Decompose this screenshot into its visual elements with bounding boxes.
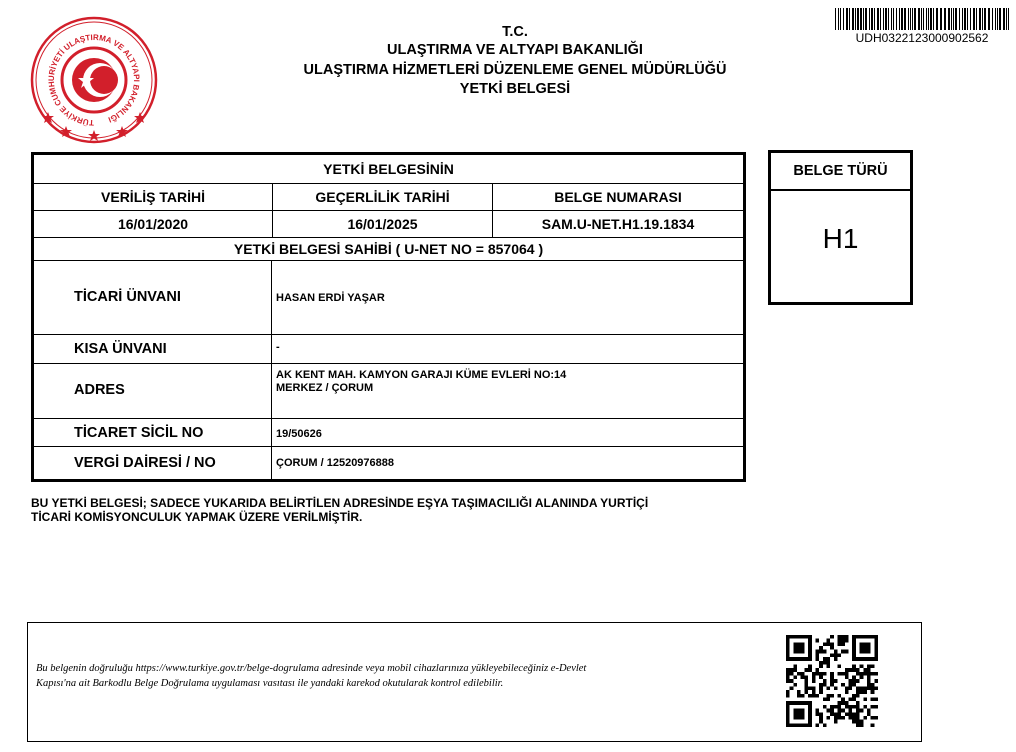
tax-office-label: VERGİ DAİRESİ / NO bbox=[74, 455, 216, 471]
qr-code-icon[interactable] bbox=[786, 635, 878, 727]
address-label: ADRES bbox=[74, 382, 125, 398]
authorization-table bbox=[31, 152, 746, 482]
table-row bbox=[34, 418, 743, 446]
ministry-seal-logo bbox=[28, 16, 160, 144]
trade-name-label: TİCARİ ÜNVANI bbox=[74, 289, 181, 305]
owner-title-row bbox=[34, 237, 743, 260]
barcode-image bbox=[835, 8, 1011, 30]
table-row bbox=[34, 334, 743, 363]
header-tc: T.C. bbox=[502, 24, 528, 40]
issue-date-value: 16/01/2020 bbox=[117, 216, 189, 232]
header-ministry: ULAŞTIRMA VE ALTYAPI BAKANLIĞI bbox=[387, 42, 643, 58]
svg-text:TÜRKİYE CUMHURİYETİ ULAŞTIRMA: TÜRKİYE CUMHURİYETİ ULAŞTIRMA VE ALTYAPI BAKANLIĞI bbox=[46, 32, 142, 128]
table-row bbox=[34, 260, 743, 334]
authorization-note bbox=[31, 496, 751, 524]
cert-number-value: SAM.U-NET.H1.19.1834 bbox=[492, 211, 743, 237]
owner-title: YETKİ BELGESİ SAHİBİ ( U-NET NO = 857064 ) bbox=[233, 241, 544, 257]
valid-date-label: GEÇERLİLİK TARİHİ bbox=[272, 184, 492, 210]
header-document-title: YETKİ BELGESİ bbox=[459, 81, 571, 97]
date-value-row bbox=[34, 210, 743, 237]
date-header-row bbox=[34, 183, 743, 210]
trade-registry-value: 19/50626 bbox=[276, 428, 322, 440]
note-line-1: BU YETKİ BELGESİ; SADECE YUKARIDA BELİRTİLEN ADRESİNDE EŞYA TAŞIMACILIĞI ALANINDA YURTİÇİ bbox=[31, 496, 649, 510]
tax-office-value: ÇORUM / 12520976888 bbox=[276, 457, 395, 469]
table-row bbox=[34, 363, 743, 418]
trade-registry-label: TİCARET SİCİL NO bbox=[74, 425, 204, 441]
certificate-type-label: BELGE TÜRÜ bbox=[771, 153, 910, 191]
verification-text bbox=[36, 661, 736, 691]
header-directorate: ULAŞTIRMA HİZMETLERİ DÜZENLEME GENEL MÜDÜRLÜĞÜ bbox=[303, 62, 727, 78]
address-value-line1: AK KENT MAH. KAMYON GARAJI KÜME EVLERİ NO:14 bbox=[276, 369, 567, 381]
certificate-type-box bbox=[768, 150, 913, 305]
short-name-label: KISA ÜNVANI bbox=[74, 341, 167, 357]
address-value-line2: MERKEZ / ÇORUM bbox=[276, 382, 374, 394]
verification-line-2: Kapısı'na ait Barkodlu Belge Doğrulama uygulaması vasıtası ile yandaki karekod okutularak kontrol edilebilir. bbox=[36, 678, 504, 689]
valid-date-value: 16/01/2025 bbox=[272, 211, 492, 237]
table-title-row bbox=[34, 155, 743, 183]
issue-date-label: VERİLİŞ TARİHİ bbox=[101, 189, 205, 205]
note-line-2: TİCARİ KOMİSYONCULUK YAPMAK ÜZERE VERİLMİŞTİR. bbox=[31, 510, 363, 524]
trade-name-value: HASAN ERDİ YAŞAR bbox=[276, 292, 385, 304]
verification-box bbox=[27, 622, 922, 742]
verification-line-1: Bu belgenin doğruluğu https://www.turkiye.gov.tr/belge-dogrulama adresinde veya mobil cihazlarınıza yükleyebileceğiniz e-Devlet bbox=[36, 663, 587, 674]
barcode-number: UDH0322123000902562 bbox=[855, 31, 989, 45]
table-row bbox=[34, 446, 743, 479]
short-name-value: - bbox=[276, 341, 280, 353]
certificate-type-value: H1 bbox=[822, 223, 859, 254]
table-title: YETKİ BELGESİNİN bbox=[323, 161, 454, 177]
cert-number-label: BELGE NUMARASI bbox=[492, 184, 743, 210]
